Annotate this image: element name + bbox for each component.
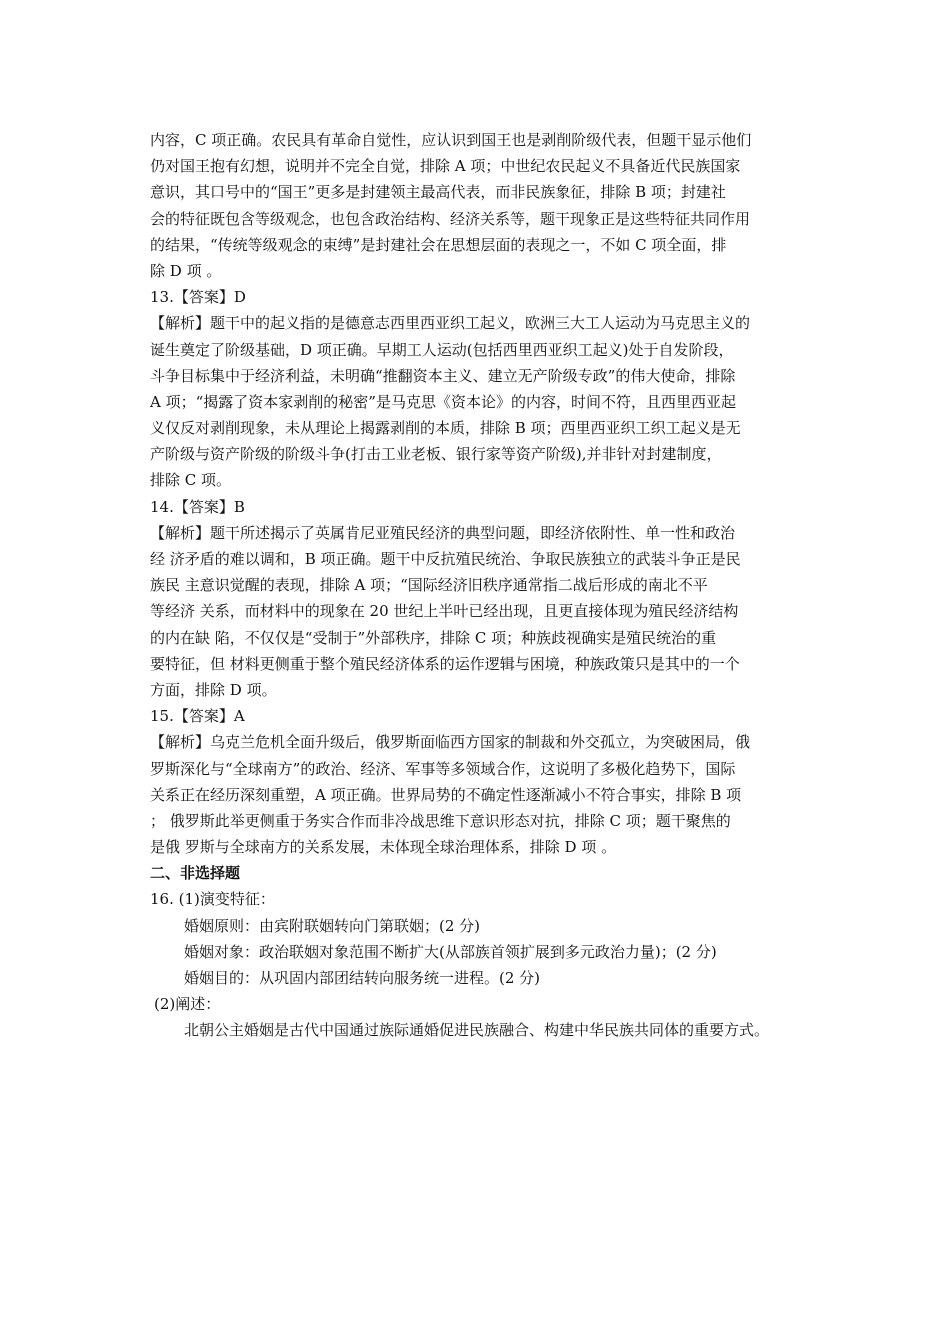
text-line: 义仅反对剥削现象，未从理论上揭露剥削的本质，排除 B 项；西里西亚织工织工起义是无 xyxy=(150,419,741,438)
text-line: 婚姻对象：政治联姻对象范围不断扩大(从部族首领扩展到多元政治力量)；(2 分) xyxy=(184,942,717,961)
text-line: 排除 C 项。 xyxy=(150,471,232,490)
text-line: 产阶级与资产阶级的阶级斗争(打击工业老板、银行家等资产阶级),并非针对封建制度， xyxy=(150,445,722,464)
text-line: 【解析】题干中的起义指的是德意志西里西亚织工起义，欧洲三大工人运动为马克思主义的 xyxy=(150,314,751,333)
text-line: 【解析】乌克兰危机全面升级后，俄罗斯面临西方国家的制裁和外交孤立，为突破困局，俄 xyxy=(150,733,751,752)
text-line: 的内在缺 陷，不仅仅是“受制于”外部秩序，排除 C 项；种族歧视确实是殖民统治的重 xyxy=(150,628,717,647)
question-16-heading: 16. (1)演变特征： xyxy=(150,890,275,909)
text-line: 关系正在经历深刻重塑，A 项正确。世界局势的不确定性逐渐减小不符合事实，排除 B 项 xyxy=(150,785,742,804)
text-line: 要特征，但 材料更侧重于整个殖民经济体系的运作逻辑与困境，种族政策只是其中的一个 xyxy=(150,654,740,673)
text-line: 方面，排除 D 项。 xyxy=(150,680,277,699)
text-line: 的结果，“传统等级观念的束缚”是封建社会在思想层面的表现之一，不如 C 项全面，排 xyxy=(150,235,727,254)
document-body xyxy=(150,127,810,1044)
text-line: 【解析】题干所述揭示了英属肯尼亚殖民经济的典型问题，即经济依附性、单一性和政治 xyxy=(150,523,736,542)
text-line: 内容，C 项正确。农民具有革命自觉性，应认识到国王也是剥削阶级代表，但题干显示他们 xyxy=(150,131,752,149)
text-line: 族民 主意识觉醒的表现，排除 A 项；“国际经济旧秩序通常指二战后形成的南北不平 xyxy=(150,576,708,595)
subquestion-heading: (2)阐述： xyxy=(154,995,221,1014)
text-line: 北朝公主婚姻是古代中国通过族际通婚促进民族融合、构建中华民族共同体的重要方式。 xyxy=(184,1021,770,1040)
text-line: 是俄 罗斯与全球南方的关系发展，未体现全球治理体系，排除 D 项 。 xyxy=(150,838,617,857)
text-line: 经 济矛盾的难以调和，B 项正确。题干中反抗殖民统治、争取民族独立的武装斗争正是民 xyxy=(150,550,741,568)
answer-15: 15.【答案】A xyxy=(150,707,245,726)
text-line: 婚姻目的：从巩固内部团结转向服务统一进程。(2 分) xyxy=(184,969,541,987)
text-line: 仍对国王抱有幻想，说明并不完全自觉，排除 A 项；中世纪农民起义不具备近代民族国家 xyxy=(150,157,741,176)
answer-13: 13.【答案】D xyxy=(150,288,246,307)
text-line: 婚姻原则：由宾附联姻转向门第联姻；(2 分) xyxy=(184,916,481,935)
text-line: 斗争目标集中于经济利益，未明确“推翻资本主义、建立无产阶级专政”的伟大使命，排除 xyxy=(150,366,736,385)
text-line: 意识，其口号中的“国王”更多是封建领主最高代表，而非民族象征，排除 B 项；封建社 xyxy=(150,183,726,202)
text-line: 除 D 项 。 xyxy=(150,261,222,280)
text-line: 等经济 关系，而材料中的现象在 20 世纪上半叶已经出现，且更直接体现为殖民经济结构 xyxy=(150,602,739,621)
answer-14: 14.【答案】B xyxy=(150,497,245,516)
text-line: 罗斯深化与“全球南方”的政治、经济、军事等多领域合作，这说明了多极化趋势下，国际 xyxy=(150,759,736,778)
text-line: A 项；“揭露了资本家剥削的秘密”是马克思《资本论》的内容，时间不符，且西里西亚起 xyxy=(150,392,736,411)
text-line: ； 俄罗斯此举更侧重于务实合作而非冷战思维下意识形态对抗，排除 C 项；题干聚焦的 xyxy=(150,811,731,830)
text-line: 会的特征既包含等级观念，也包含政治结构、经济关系等，题干现象正是这些特征共同作用 xyxy=(150,209,751,228)
text-line: 诞生奠定了阶级基础，D 项正确。早期工人运动(包括西里西亚织工起义)处于自发阶段， xyxy=(150,340,734,359)
section-heading: 二、非选择题 xyxy=(150,864,241,883)
